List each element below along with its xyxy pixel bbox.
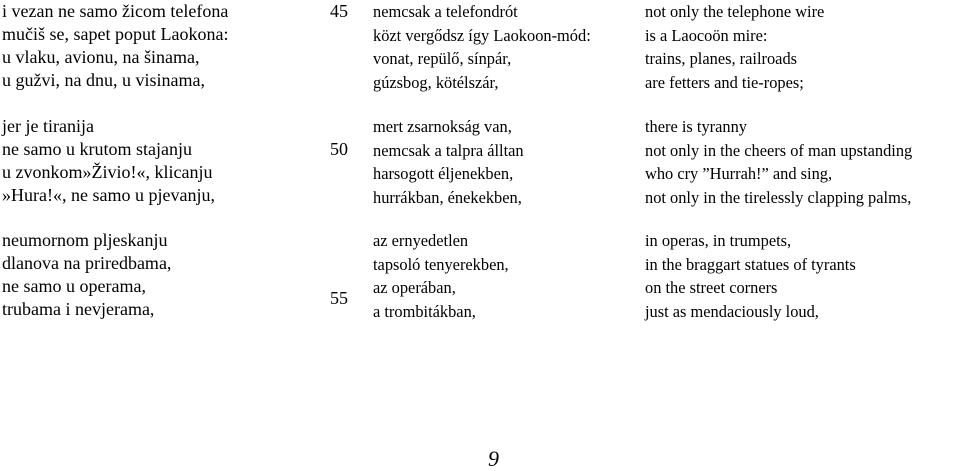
english-line: not only in the tirelessly clapping palms, [645,187,912,207]
english-line: is a Laocoön mire: [645,25,768,45]
english-line: on the street corners [645,278,778,297]
english-stanza-2 [645,115,960,209]
page-number: 9 [488,446,499,471]
croatian-stanza-2 [2,115,302,207]
hungarian-line: nemcsak a talpra álltan [373,140,524,160]
croatian-line: mučiš se, sapet poput Laokona: [2,24,229,44]
hungarian-line: az ernyedetlen [373,231,469,250]
croatian-line: i vezan ne samo žicom telefona [2,1,229,21]
croatian-line: u zvonkom»Živio!«, klicanju [2,162,213,182]
croatian-stanza-1 [2,0,302,92]
english-line: there is tyranny [645,117,747,136]
hungarian-line: a trombitákban, [373,301,476,321]
hungarian-line: tapsoló tenyerekben, [373,254,509,274]
hungarian-line: hurrákban, énekekben, [373,187,522,207]
english-line: in the braggart statues of tyrants [645,254,856,274]
hungarian-line: az operában, [373,278,456,297]
english-line: not only the telephone wire [645,2,825,21]
croatian-line: ne samo u krutom stajanju [2,139,192,159]
line-number: 50 [330,139,348,159]
hungarian-line: közt vergődsz így Laokoon-mód: [373,25,591,45]
hungarian-line: gúzsbog, kötélszár, [373,72,499,92]
english-stanza-3 [645,229,960,323]
croatian-line: trubama i nevjerama, [2,299,155,319]
english-line: are fetters and tie-ropes; [645,72,804,92]
hungarian-stanza-2 [373,115,623,209]
english-line: not only in the cheers of man upstanding [645,140,913,160]
english-line: just as mendaciously loud, [645,301,819,321]
line-number: 55 [330,288,348,308]
english-line: trains, planes, railroads [645,49,798,68]
english-line: who cry ”Hurrah!” and sing, [645,164,833,183]
croatian-stanza-3 [2,229,302,321]
hungarian-stanza-3 [373,229,623,323]
english-stanza-1 [645,0,960,94]
croatian-line: ne samo u operama, [2,276,146,296]
hungarian-line: vonat, repülő, sínpár, [373,49,512,68]
english-line: in operas, in trumpets, [645,231,792,250]
croatian-line: u gužvi, na dnu, u visinama, [2,70,205,90]
croatian-line: jer je tiranija [2,116,94,136]
hungarian-line: nemcsak a telefondrót [373,2,518,21]
hungarian-stanza-1 [373,0,623,94]
croatian-line: dlanova na priredbama, [2,253,172,273]
croatian-line: u vlaku, avionu, na šinama, [2,47,200,67]
line-number: 45 [330,1,348,21]
hungarian-line: harsogott éljenekben, [373,164,514,183]
croatian-line: »Hura!«, ne samo u pjevanju, [2,185,215,205]
croatian-line: neumornom pljeskanju [2,230,168,250]
hungarian-line: mert zsarnokság van, [373,117,512,136]
